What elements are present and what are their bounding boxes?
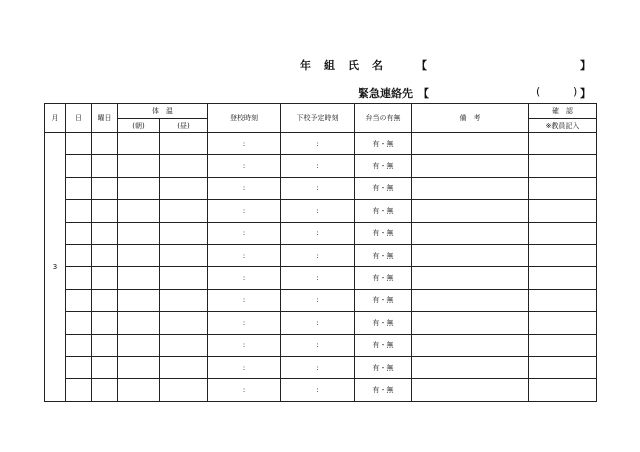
weekday-cell[interactable] <box>92 379 118 401</box>
departure-time-cell[interactable]: : <box>281 334 355 356</box>
lunch-cell[interactable]: 有・無 <box>355 267 412 289</box>
departure-time-cell[interactable]: : <box>281 244 355 266</box>
header-temperature: 体 温 <box>118 104 208 119</box>
lunch-cell[interactable]: 有・無 <box>355 200 412 222</box>
arrival-time-cell[interactable]: : <box>208 312 281 334</box>
table-row <box>45 177 597 199</box>
day-cell[interactable] <box>66 356 92 378</box>
weekday-cell[interactable] <box>92 177 118 199</box>
day-cell[interactable] <box>66 267 92 289</box>
header-temp-noon: (昼) <box>160 119 208 133</box>
header-arrival-time: 登校時刻 <box>208 104 281 133</box>
name-line <box>300 57 591 73</box>
day-cell[interactable] <box>66 155 92 177</box>
header-day: 日 <box>66 104 92 133</box>
temp-morning-cell[interactable] <box>118 334 160 356</box>
lunch-cell[interactable]: 有・無 <box>355 244 412 266</box>
name-bracket-open: 【 <box>416 59 427 72</box>
contact-paren-open: ( <box>536 85 541 98</box>
record-table <box>44 103 597 402</box>
lunch-cell[interactable]: 有・無 <box>355 133 412 155</box>
day-cell[interactable] <box>66 200 92 222</box>
temp-morning-cell[interactable] <box>118 267 160 289</box>
weekday-cell[interactable] <box>92 334 118 356</box>
temp-noon-cell[interactable] <box>160 177 208 199</box>
table-row <box>45 155 597 177</box>
remarks-cell[interactable] <box>412 334 529 356</box>
header-temp-morning: (朝) <box>118 119 160 133</box>
table-row <box>45 244 597 266</box>
confirm-cell[interactable] <box>529 289 597 311</box>
remarks-cell[interactable] <box>412 222 529 244</box>
weekday-cell[interactable] <box>92 200 118 222</box>
header-lunch: 弁当の有無 <box>355 104 412 133</box>
header-confirm-note: ※教員記入 <box>529 119 597 133</box>
day-cell[interactable] <box>66 222 92 244</box>
weekday-cell[interactable] <box>92 133 118 155</box>
lunch-cell[interactable]: 有・無 <box>355 155 412 177</box>
temp-noon-cell[interactable] <box>160 312 208 334</box>
arrival-time-cell[interactable]: : <box>208 267 281 289</box>
table-row <box>45 356 597 378</box>
contact-bracket-close: 】 <box>580 87 591 100</box>
temp-noon-cell[interactable] <box>160 267 208 289</box>
departure-time-cell[interactable]: : <box>281 133 355 155</box>
name-bracket-close: 】 <box>580 59 591 72</box>
confirm-cell[interactable] <box>529 356 597 378</box>
table-body <box>45 133 597 402</box>
table-row <box>45 267 597 289</box>
confirm-cell[interactable] <box>529 312 597 334</box>
departure-time-cell[interactable]: : <box>281 289 355 311</box>
weekday-cell[interactable] <box>92 312 118 334</box>
arrival-time-cell[interactable]: : <box>208 200 281 222</box>
arrival-time-cell[interactable]: : <box>208 289 281 311</box>
temp-noon-cell[interactable] <box>160 289 208 311</box>
lunch-cell[interactable]: 有・無 <box>355 312 412 334</box>
departure-time-cell[interactable]: : <box>281 200 355 222</box>
confirm-cell[interactable] <box>529 200 597 222</box>
header-weekday: 曜日 <box>92 104 118 133</box>
day-cell[interactable] <box>66 379 92 401</box>
arrival-time-cell[interactable]: : <box>208 133 281 155</box>
temp-morning-cell[interactable] <box>118 289 160 311</box>
temp-morning-cell[interactable] <box>118 222 160 244</box>
departure-time-cell[interactable]: : <box>281 267 355 289</box>
lunch-cell[interactable]: 有・無 <box>355 379 412 401</box>
confirm-cell[interactable] <box>529 222 597 244</box>
header-remarks: 備 考 <box>412 104 529 133</box>
remarks-cell[interactable] <box>412 155 529 177</box>
confirm-cell[interactable] <box>529 379 597 401</box>
header-confirm: 確 認 <box>529 104 597 119</box>
remarks-cell[interactable] <box>412 267 529 289</box>
table-row <box>45 133 597 155</box>
arrival-time-cell[interactable]: : <box>208 155 281 177</box>
weekday-cell[interactable] <box>92 267 118 289</box>
arrival-time-cell[interactable]: : <box>208 222 281 244</box>
contact-paren-close: ) <box>573 85 578 98</box>
departure-time-cell[interactable]: : <box>281 155 355 177</box>
temp-noon-cell[interactable] <box>160 200 208 222</box>
remarks-cell[interactable] <box>412 177 529 199</box>
confirm-cell[interactable] <box>529 334 597 356</box>
table-row <box>45 334 597 356</box>
departure-time-cell[interactable]: : <box>281 177 355 199</box>
day-cell[interactable] <box>66 334 92 356</box>
table-row <box>45 222 597 244</box>
temp-noon-cell[interactable] <box>160 379 208 401</box>
arrival-time-cell[interactable]: : <box>208 177 281 199</box>
lunch-cell[interactable]: 有・無 <box>355 334 412 356</box>
confirm-cell[interactable] <box>529 133 597 155</box>
day-cell[interactable] <box>66 312 92 334</box>
contact-line <box>358 85 591 101</box>
arrival-time-cell[interactable]: : <box>208 356 281 378</box>
temp-noon-cell[interactable] <box>160 222 208 244</box>
temp-noon-cell[interactable] <box>160 356 208 378</box>
temp-morning-cell[interactable] <box>118 177 160 199</box>
header-month: 月 <box>45 104 66 133</box>
temp-noon-cell[interactable] <box>160 334 208 356</box>
contact-bracket-open: 【 <box>418 87 429 100</box>
temp-morning-cell[interactable] <box>118 244 160 266</box>
arrival-time-cell[interactable]: : <box>208 379 281 401</box>
lunch-cell[interactable]: 有・無 <box>355 289 412 311</box>
weekday-cell[interactable] <box>92 222 118 244</box>
remarks-cell[interactable] <box>412 244 529 266</box>
contact-label: 緊急連絡先 <box>358 87 413 100</box>
departure-time-cell[interactable]: : <box>281 379 355 401</box>
temp-noon-cell[interactable] <box>160 244 208 266</box>
remarks-cell[interactable] <box>412 312 529 334</box>
confirm-cell[interactable] <box>529 155 597 177</box>
temp-noon-cell[interactable] <box>160 133 208 155</box>
weekday-cell[interactable] <box>92 289 118 311</box>
table-row <box>45 289 597 311</box>
departure-time-cell[interactable]: : <box>281 312 355 334</box>
remarks-cell[interactable] <box>412 133 529 155</box>
temp-morning-cell[interactable] <box>118 379 160 401</box>
remarks-cell[interactable] <box>412 200 529 222</box>
header-departure-time: 下校予定時刻 <box>281 104 355 133</box>
lunch-cell[interactable]: 有・無 <box>355 177 412 199</box>
confirm-cell[interactable] <box>529 177 597 199</box>
table-row <box>45 379 597 401</box>
table-row <box>45 312 597 334</box>
lunch-cell[interactable]: 有・無 <box>355 356 412 378</box>
weekday-cell[interactable] <box>92 356 118 378</box>
remarks-cell[interactable] <box>412 289 529 311</box>
table-row <box>45 200 597 222</box>
temp-noon-cell[interactable] <box>160 155 208 177</box>
confirm-cell[interactable] <box>529 267 597 289</box>
remarks-cell[interactable] <box>412 356 529 378</box>
weekday-cell[interactable] <box>92 244 118 266</box>
departure-time-cell[interactable]: : <box>281 356 355 378</box>
day-cell[interactable] <box>66 177 92 199</box>
temp-morning-cell[interactable] <box>118 133 160 155</box>
temp-morning-cell[interactable] <box>118 312 160 334</box>
lunch-cell[interactable]: 有・無 <box>355 222 412 244</box>
remarks-cell[interactable] <box>412 379 529 401</box>
day-cell[interactable] <box>66 289 92 311</box>
arrival-time-cell[interactable]: : <box>208 334 281 356</box>
temp-morning-cell[interactable] <box>118 356 160 378</box>
month-cell[interactable]: 3 <box>45 133 66 402</box>
arrival-time-cell[interactable]: : <box>208 244 281 266</box>
day-cell[interactable] <box>66 133 92 155</box>
temp-morning-cell[interactable] <box>118 200 160 222</box>
weekday-cell[interactable] <box>92 155 118 177</box>
departure-time-cell[interactable]: : <box>281 222 355 244</box>
confirm-cell[interactable] <box>529 244 597 266</box>
name-label: 年組氏名 <box>300 59 396 72</box>
day-cell[interactable] <box>66 244 92 266</box>
temp-morning-cell[interactable] <box>118 155 160 177</box>
